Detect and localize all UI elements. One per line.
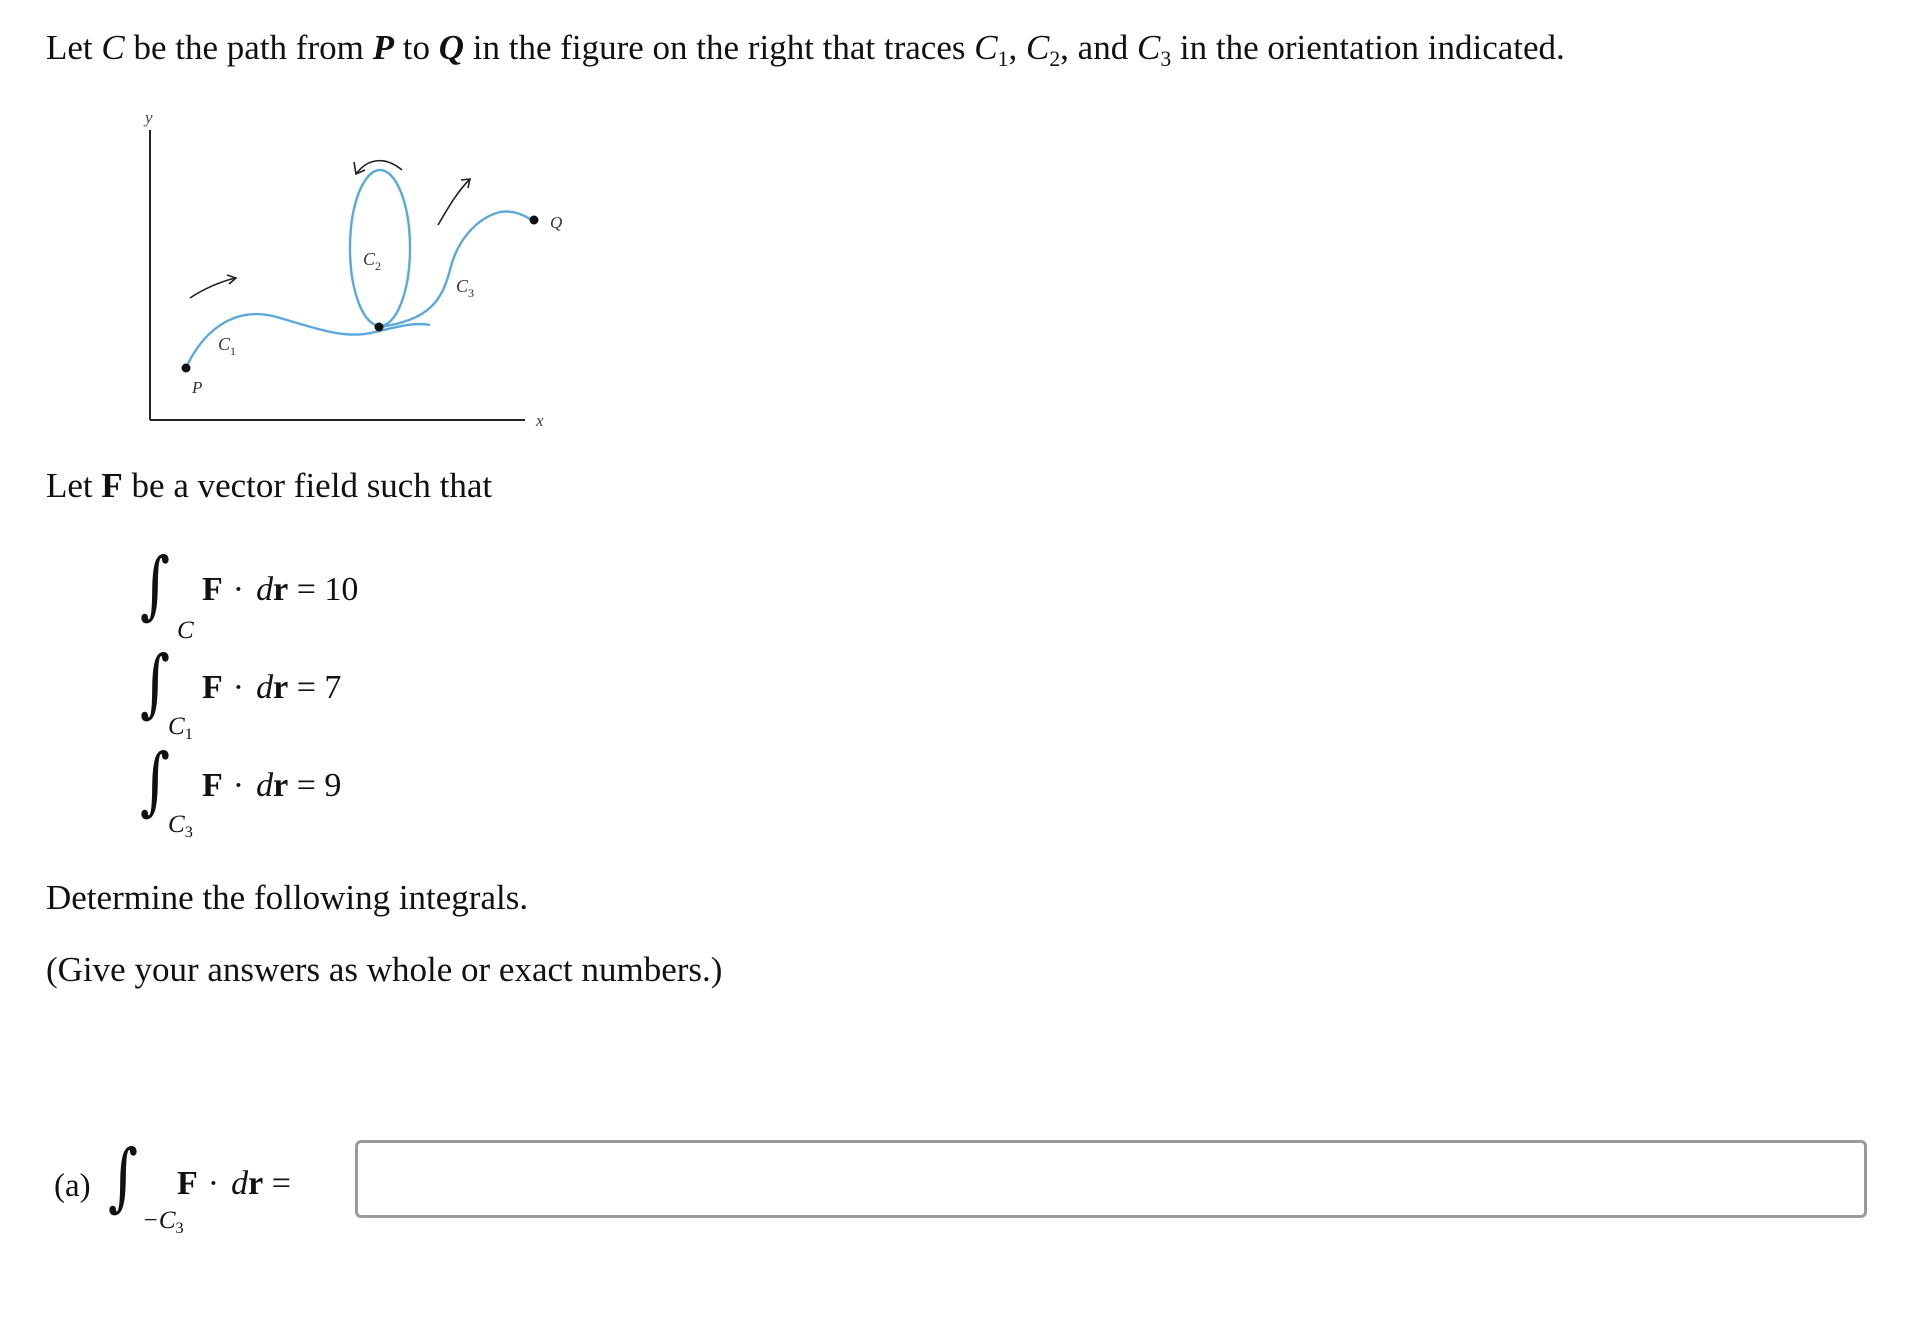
intro-var-c1-sub: 1 <box>997 46 1009 71</box>
integral-expression <box>202 573 358 607</box>
field-intro-vector-f: F <box>101 466 123 505</box>
point-p-marker <box>182 364 191 373</box>
integral-dot: · <box>232 669 245 706</box>
arrow-c2-head <box>354 162 365 174</box>
y-axis-label: y <box>145 108 153 127</box>
integral-d: d <box>256 571 274 608</box>
integral-value: 7 <box>324 669 342 706</box>
integral-vector-f: F <box>202 669 223 706</box>
part-a-answer-input[interactable] <box>355 1140 1867 1218</box>
integral-vector-f: F <box>202 571 223 608</box>
integral-equals: = <box>296 571 316 608</box>
integral-r: r <box>273 767 289 804</box>
arrow-c2 <box>356 161 402 174</box>
integral-sign: ∫ <box>140 542 171 628</box>
part-a-dot: · <box>207 1165 220 1202</box>
note-text: (Give your answers as whole or exact numbers.) <box>46 950 723 989</box>
part-a-label: (a) <box>54 1168 91 1204</box>
curve-c1-sub: 1 <box>230 344 237 358</box>
intro-var-c: C <box>101 28 125 67</box>
integral-d: d <box>256 669 274 706</box>
integral-r: r <box>273 571 289 608</box>
part-a-lower-letter: −C <box>142 1207 176 1234</box>
integral-lower-letter: C <box>168 713 185 740</box>
integral-expression <box>202 671 341 705</box>
intro-var-c3: C <box>1136 28 1161 67</box>
curve-c2-sub: 2 <box>375 259 382 273</box>
curve-c3 <box>380 211 530 327</box>
integral-value: 9 <box>324 767 342 804</box>
intro-comma-2: , and <box>1060 28 1137 67</box>
x-axis-label: x <box>536 411 544 430</box>
curve-c2-label <box>363 249 381 273</box>
integral-lower-sub: 3 <box>184 823 193 842</box>
integral-expression <box>202 769 341 803</box>
point-q-marker <box>530 216 539 225</box>
intro-text-5: in the orientation indicated. <box>1171 28 1565 67</box>
problem-intro <box>46 28 1565 71</box>
curve-c2-letter: C <box>363 249 376 269</box>
arrow-c1 <box>190 278 235 298</box>
field-intro-text-1: Let <box>46 466 102 505</box>
integral-vector-f: F <box>202 767 223 804</box>
part-a-r: r <box>248 1165 264 1202</box>
intro-var-c2-sub: 2 <box>1049 46 1061 71</box>
integral-lower-letter: C <box>177 617 194 644</box>
field-intro <box>46 468 492 503</box>
junction-marker <box>375 323 384 332</box>
integral-lower-limit <box>168 713 193 744</box>
intro-var-c1: C <box>974 28 998 67</box>
path-figure <box>130 100 580 440</box>
intro-point-p: P <box>372 28 394 67</box>
part-a-d: d <box>231 1165 249 1202</box>
part-a-lower-limit <box>142 1207 184 1238</box>
curve-c1-letter: C <box>218 334 231 354</box>
integral-d: d <box>256 767 274 804</box>
integral-sign: ∫ <box>140 640 171 726</box>
integral-lower-letter: C <box>168 811 185 838</box>
curve-c3-letter: C <box>456 276 469 296</box>
integral-r: r <box>273 669 289 706</box>
part-a-integral-sign: ∫ <box>108 1134 139 1220</box>
intro-point-q: Q <box>438 28 464 67</box>
intro-text-3: to <box>393 28 439 67</box>
curve-c3-label <box>456 276 474 300</box>
integral-dot: · <box>232 767 245 804</box>
integral-lower-limit <box>177 618 194 643</box>
intro-comma-1: , <box>1008 28 1026 67</box>
integral-equals: = <box>296 767 316 804</box>
integral-lower-sub: 1 <box>184 725 193 744</box>
instruction-text: Determine the following integrals. <box>46 878 529 917</box>
arrow-c3 <box>438 179 470 225</box>
intro-text-1: Let <box>46 28 102 67</box>
curve-c1-label <box>218 334 236 358</box>
point-p-label: P <box>192 378 203 397</box>
part-a-expression <box>177 1167 291 1201</box>
intro-text-2: be the path from <box>124 28 373 67</box>
curve-c3-sub: 3 <box>468 286 475 300</box>
integral-lower-limit <box>168 811 193 842</box>
point-q-label: Q <box>550 213 563 232</box>
intro-text-4: in the figure on the right that traces <box>464 28 975 67</box>
direction-arrows <box>190 161 470 298</box>
part-a-lower-sub: 3 <box>175 1219 184 1238</box>
curve-c2-loop <box>350 170 410 326</box>
integral-dot: · <box>232 571 245 608</box>
intro-var-c3-sub: 3 <box>1160 46 1172 71</box>
integral-sign: ∫ <box>140 738 171 824</box>
field-intro-text-2: be a vector field such that <box>122 466 493 505</box>
curve-group <box>185 170 530 370</box>
part-a-vector-f: F <box>177 1165 198 1202</box>
integral-equals: = <box>296 669 316 706</box>
part-a-equals: = <box>271 1165 291 1202</box>
integral-value: 10 <box>324 571 359 608</box>
intro-var-c2: C <box>1025 28 1050 67</box>
